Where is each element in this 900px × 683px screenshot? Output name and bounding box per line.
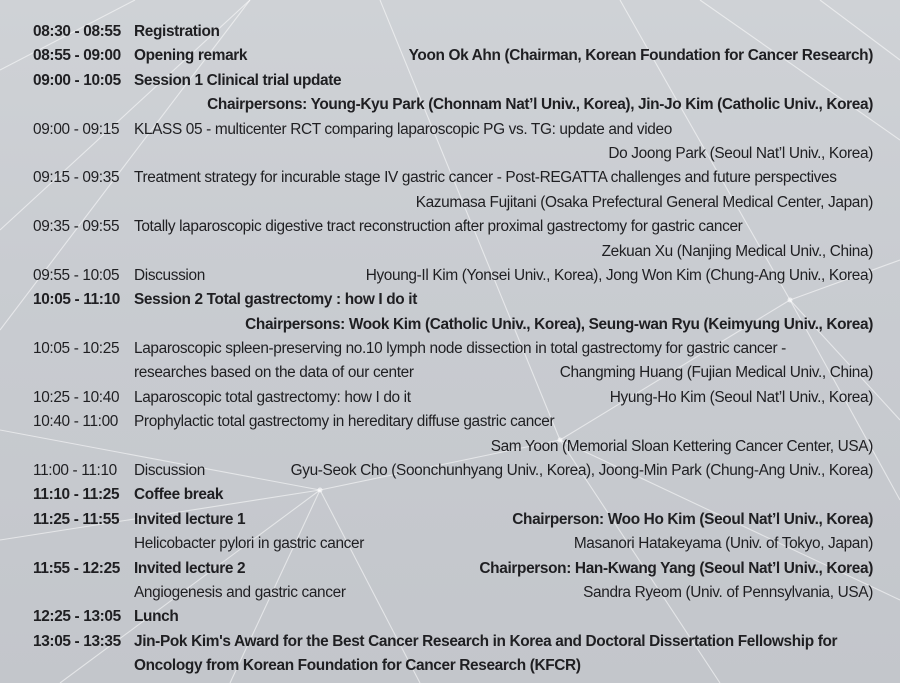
speaker-info: Hyoung-Il Kim (Yonsei Univ., Korea), Jong Won Kim (Chung-Ang Univ., Korea) [365, 266, 873, 284]
session-title: Coffee break [134, 486, 224, 504]
time-slot: 08:30 - 08:55 [33, 23, 121, 40]
schedule-row [33, 361, 873, 385]
session-title: Treatment strategy for incurable stage IV gastric cancer - Post-REGATTA challenges and future perspectives [134, 169, 837, 187]
schedule-row [33, 532, 873, 556]
time-slot: 09:35 - 09:55 [33, 218, 120, 236]
time-slot: 11:00 - 11:10 [33, 462, 117, 480]
session-title: researches based on the data of our center [134, 364, 414, 382]
schedule-row [33, 264, 873, 288]
speaker-info: Changming Huang (Fujian Medical Univ., China) [559, 364, 873, 382]
schedule-row [33, 581, 873, 605]
time-slot: 09:15 - 09:35 [33, 169, 120, 187]
schedule-row [33, 605, 873, 629]
schedule-row [33, 288, 873, 312]
time-slot: 10:05 - 11:10 [33, 291, 121, 309]
speaker-info: Chairperson: Han-Kwang Yang (Seoul Nat’l Univ., Korea) [479, 559, 873, 577]
time-slot: 09:00 - 09:15 [33, 120, 120, 138]
schedule-row [33, 118, 873, 142]
time-slot: 10:05 - 10:25 [33, 340, 120, 358]
schedule-row [33, 240, 873, 264]
schedule-row [33, 630, 873, 654]
session-title: Invited lecture 2 [134, 559, 246, 577]
schedule-row [33, 313, 873, 337]
time-slot: 09:55 - 10:05 [33, 266, 120, 284]
schedule-row [33, 215, 873, 239]
schedule-row [33, 410, 873, 434]
schedule-row [33, 508, 873, 532]
time-slot: 11:10 - 11:25 [33, 486, 120, 504]
schedule-row [33, 386, 873, 410]
time-slot: 11:55 - 12:25 [33, 559, 121, 577]
schedule-row [33, 142, 873, 166]
session-title: Laparoscopic spleen-preserving no.10 lymph node dissection in total gastrectomy for gastric cancer - [134, 340, 786, 358]
schedule-row [33, 166, 873, 190]
session-title: Registration [134, 23, 220, 40]
time-slot: 08:55 - 09:00 [33, 47, 121, 65]
speaker-info: Sandra Ryeom (Univ. of Pennsylvania, USA) [583, 583, 873, 601]
schedule-row [33, 557, 873, 581]
session-title: KLASS 05 - multicenter RCT comparing laparoscopic PG vs. TG: update and video [134, 120, 672, 138]
schedule-row [33, 459, 873, 483]
schedule-row [33, 435, 873, 459]
speaker-info: Zekuan Xu (Nanjing Medical Univ., China) [601, 242, 873, 260]
session-title: Angiogenesis and gastric cancer [134, 583, 346, 601]
schedule-row [33, 654, 873, 678]
speaker-info: Do Joong Park (Seoul Nat’l Univ., Korea) [608, 144, 873, 162]
time-slot: 10:25 - 10:40 [33, 388, 120, 406]
time-slot: 13:05 - 13:35 [33, 632, 121, 650]
session-title: Invited lecture 1 [134, 510, 246, 528]
schedule-row [33, 20, 873, 44]
session-title: Opening remark [134, 47, 248, 65]
speaker-info: Gyu-Seok Cho (Soonchunhyang Univ., Korea), Joong-Min Park (Chung-Ang Univ., Korea) [290, 462, 873, 480]
speaker-info: Chairpersons: Young-Kyu Park (Chonnam Nat’l Univ., Korea), Jin-Jo Kim (Catholic Univ., Korea) [207, 96, 873, 114]
time-slot: 12:25 - 13:05 [33, 608, 121, 626]
time-slot: 09:00 - 10:05 [33, 71, 121, 89]
speaker-info: Sam Yoon (Memorial Sloan Kettering Cancer Center, USA) [490, 437, 873, 455]
speaker-info: Masanori Hatakeyama (Univ. of Tokyo, Japan) [573, 535, 873, 553]
time-slot: 11:25 - 11:55 [33, 510, 120, 528]
speaker-info: Chairpersons: Wook Kim (Catholic Univ., Korea), Seung-wan Ryu (Keimyung Univ., Korea) [245, 315, 873, 333]
session-title: Jin-Pok Kim's Award for the Best Cancer Research in Korea and Doctoral Dissertation Fellowship for [134, 632, 838, 650]
session-title: Oncology from Korean Foundation for Cancer Research (KFCR) [134, 657, 581, 675]
schedule-row [33, 191, 873, 215]
schedule-row [33, 69, 873, 93]
session-title: Discussion [134, 462, 205, 480]
session-title: Lunch [134, 608, 179, 626]
schedule-row [33, 93, 873, 117]
time-slot: 10:40 - 11:00 [33, 413, 119, 431]
schedule-row [33, 44, 873, 68]
schedule-row [33, 483, 873, 507]
session-title: Prophylactic total gastrectomy in hereditary diffuse gastric cancer [134, 413, 555, 431]
speaker-info: Yoon Ok Ahn (Chairman, Korean Foundation for Cancer Research) [408, 47, 873, 65]
session-title: Session 2 Total gastrectomy : how I do it [134, 291, 417, 309]
session-title: Discussion [134, 266, 205, 284]
speaker-info: Kazumasa Fujitani (Osaka Prefectural General Medical Center, Japan) [415, 193, 873, 211]
schedule-row [33, 337, 873, 361]
program-schedule [33, 20, 873, 679]
speaker-info: Hyung-Ho Kim (Seoul Nat’l Univ., Korea) [609, 388, 873, 406]
speaker-info: Chairperson: Woo Ho Kim (Seoul Nat’l Univ., Korea) [512, 510, 873, 528]
session-title: Helicobacter pylori in gastric cancer [134, 535, 364, 553]
session-title: Laparoscopic total gastrectomy: how I do it [134, 388, 411, 406]
session-title: Totally laparoscopic digestive tract reconstruction after proximal gastrectomy for gastric cancer [134, 218, 743, 236]
session-title: Session 1 Clinical trial update [134, 71, 342, 89]
